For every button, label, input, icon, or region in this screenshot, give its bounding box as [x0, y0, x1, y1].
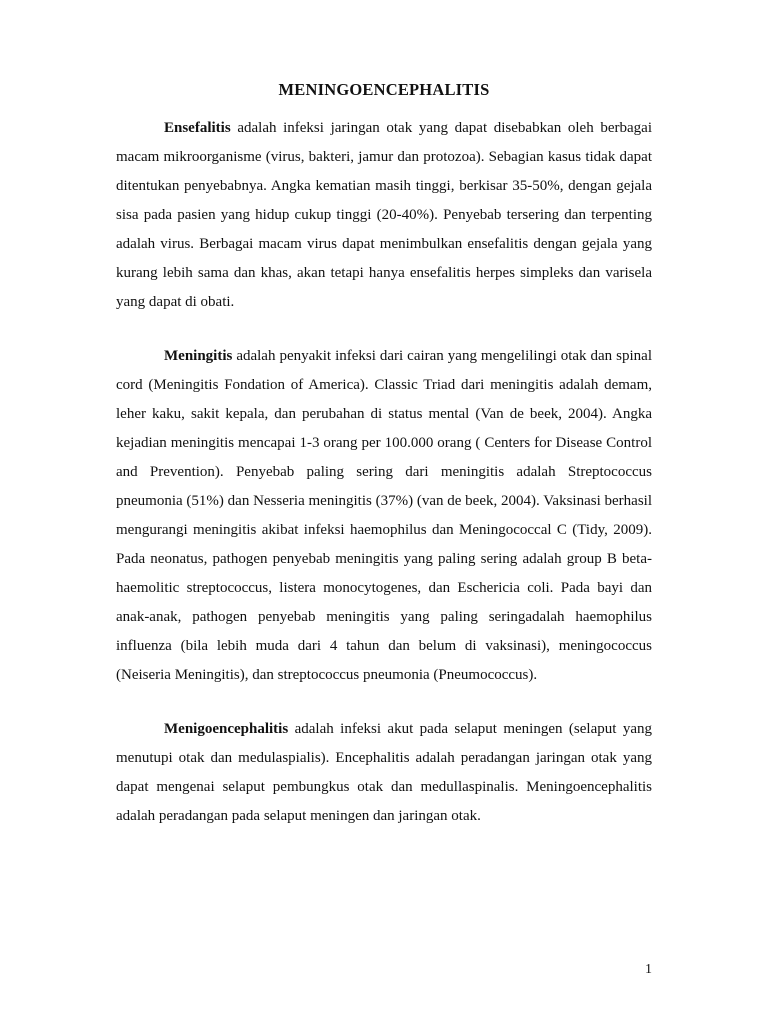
page-title: MENINGOENCEPHALITIS [278, 80, 490, 99]
paragraph-meningoencephalitis [116, 715, 652, 831]
paragraph-lead-term: Ensefalitis [164, 119, 231, 136]
paragraph-text: adalah infeksi akut pada selaput meningen (selaput yang menutupi otak dan medulaspialis). Encephalitis adalah peradangan jaringan otak yang dapat mengenai selaput pembungkus otak dan medullaspinalis. Meningoencephalitis adalah peradangan pada selaput meningen dan jaringan otak. [116, 720, 652, 824]
document-body [116, 80, 652, 831]
page-number: 1 [645, 962, 652, 977]
paragraph-lead-term: Menigoencephalitis [164, 720, 289, 737]
paragraph-meningitis [116, 342, 652, 690]
paragraph-text: adalah infeksi jaringan otak yang dapat disebabkan oleh berbagai macam mikroorganisme (virus, bakteri, jamur dan protozoa). Sebagian kasus tidak dapat ditentukan penyebabnya. Angka kematian masih tinggi, berkisar 35-50%, dengan gejala sisa pada pasien yang hidup cukup tinggi (20-40%). Penyebab tersering dan terpenting adalah virus. Berbagai macam virus dapat menimbulkan ensefalitis dengan gejala yang kurang lebih sama dan khas, akan tetapi hanya ensefalitis herpes simpleks dan varisela yang dapat di obati. [116, 119, 652, 310]
paragraph-text: adalah penyakit infeksi dari cairan yang mengelilingi otak dan spinal cord (Meningitis Fondation of America). Classic Triad dari meningitis adalah demam, leher kaku, sakit kepala, dan perubahan di status mental (Van de beek, 2004). Angka kejadian meningitis mencapai 1-3 orang per 100.000 orang ( Centers for Disease Control and Prevention). Penyebab paling sering dari meningitis adalah Streptococcus pneumonia (51%) dan Nesseria meningitis (37%) (van de beek, 2004). Vaksinasi berhasil mengurangi meningitis akibat infeksi haemophilus dan Meningococcal C (Tidy, 2009). Pada neonatus, pathogen penyebab meningitis yang paling sering adalah group B beta-haemolitic streptococcus, listera monocytogenes, dan Eschericia coli. Pada bayi dan anak-anak, pathogen penyebab meningitis yang paling seringadalah haemophilus influenza (bila lebih muda dari 4 tahun dan belum di vaksinasi), meningococcus (Neiseria Meningitis), dan streptococcus pneumonia (Pneumococcus). [116, 347, 652, 683]
paragraph-lead-term: Meningitis [164, 347, 233, 364]
paragraph-ensefalitis [116, 114, 652, 317]
